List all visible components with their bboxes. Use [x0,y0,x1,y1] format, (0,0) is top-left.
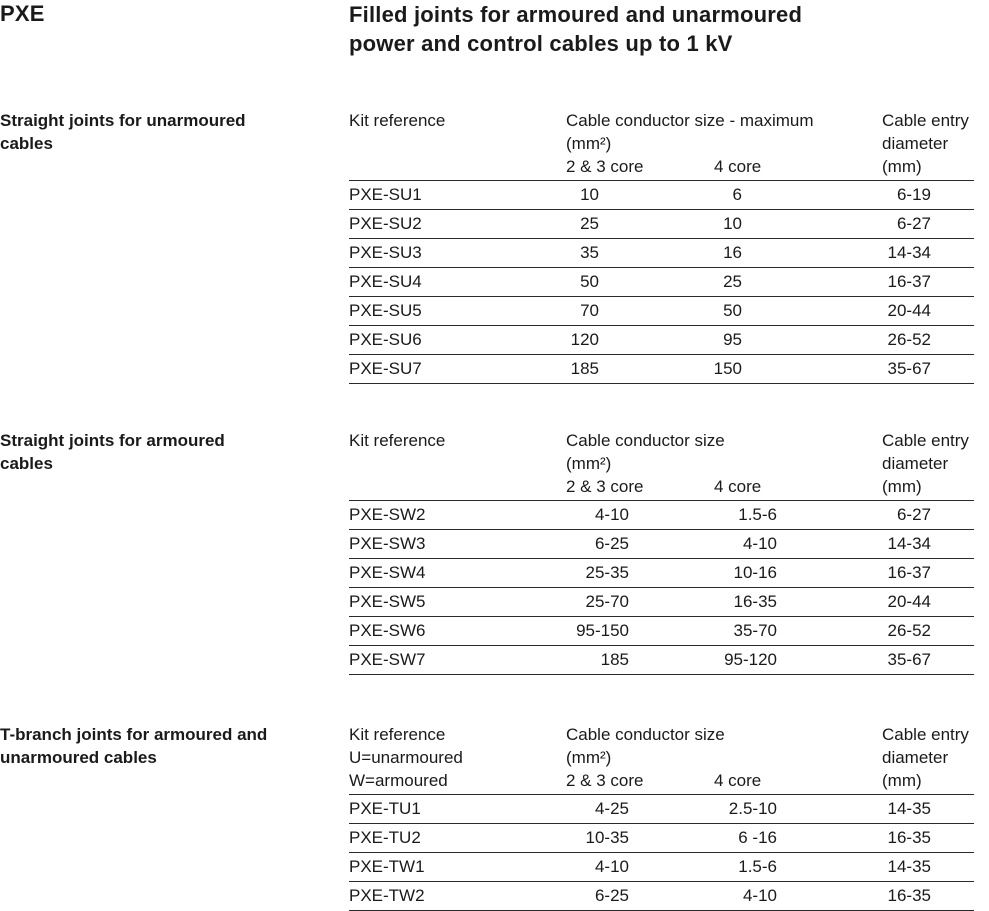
kit-reference-cell: PXE-SU7 [349,359,422,378]
core-4-cell: 10 [723,214,742,233]
entry-diameter-cell: 6-27 [896,214,931,233]
core-4-cell: 2.5-10 [728,799,777,818]
table-row [349,209,974,238]
header-entry-unit: (mm) [882,157,922,176]
header-size-line-1: Cable conductor size [566,431,725,450]
core-23-cell: 95-150 [576,621,629,640]
section-label-line-2: unarmoured cables [0,748,157,767]
section-label-line-1: T-branch joints for armoured and [0,725,268,744]
entry-diameter-cell: 35-67 [887,650,931,669]
section-label-line-2: cables [0,134,53,153]
header-kit-reference [349,109,445,132]
header-entry-unit: (mm) [882,771,922,790]
header-entry-unit: (mm) [882,477,922,496]
core-23-cell: 185 [600,650,629,669]
section-label [0,109,246,155]
kit-reference-cell: PXE-SU4 [349,272,422,291]
header-core-4: 4 core [714,157,762,176]
entry-diameter-cell: 14-34 [887,243,931,262]
header-kit-line-1: Kit reference [349,725,446,744]
core-23-cell: 120 [570,330,599,349]
entry-diameter-cell: 16-37 [887,563,931,582]
header-size-unit: (mm²) [566,454,612,473]
section-label [0,429,225,475]
header-entry-line-2: diameter [882,134,949,153]
header-core-23: 2 & 3 core [566,477,644,496]
core-4-cell: 150 [713,359,742,378]
core-4-cell: 1.5-6 [738,857,777,876]
header-entry-diameter [882,109,969,178]
entry-diameter-cell: 20-44 [887,592,931,611]
header-size-line-1: Cable conductor size [566,725,725,744]
core-4-cell: 35-70 [733,621,777,640]
section-label [0,723,267,769]
table-straight-unarmoured [349,180,974,384]
kit-reference-cell: PXE-SU3 [349,243,422,262]
core-23-cell: 4-10 [594,505,629,524]
kit-reference-cell: PXE-SW3 [349,534,426,553]
header-kit-line-3: W=armoured [349,771,448,790]
table-row [349,180,974,209]
entry-diameter-cell: 14-34 [887,534,931,553]
kit-reference-cell: PXE-SW4 [349,563,426,582]
core-23-cell: 6-25 [594,886,629,905]
core-4-cell: 4-10 [742,534,777,553]
core-4-cell: 25 [723,272,742,291]
header-conductor-size [566,429,725,475]
table-row [349,354,974,384]
table-row [349,881,974,911]
core-4-cell: 16 [723,243,742,262]
table-straight-armoured [349,500,974,675]
header-size-line-1: Cable conductor size - maximum [566,111,814,130]
entry-diameter-cell: 26-52 [887,621,931,640]
table-row [349,794,974,823]
entry-diameter-cell: 20-44 [887,301,931,320]
table-row [349,500,974,529]
core-23-cell: 185 [570,359,599,378]
header-kit-reference [349,723,463,792]
core-4-cell: 95 [723,330,742,349]
header-kit-reference [349,429,445,452]
core-23-cell: 10-35 [585,828,629,847]
core-23-cell: 4-25 [594,799,629,818]
product-code: PXE [0,1,45,26]
core-23-cell: 50 [580,272,599,291]
core-23-cell: 10 [580,185,599,204]
table-row [349,529,974,558]
table-row [349,587,974,616]
core-4-cell: 95-120 [724,650,777,669]
entry-diameter-cell: 16-35 [887,886,931,905]
header-core-4: 4 core [714,771,762,790]
core-4-cell: 6 [732,185,742,204]
header-core-4: 4 core [714,477,762,496]
kit-reference-cell: PXE-TW2 [349,886,425,905]
header-size-unit: (mm²) [566,748,612,767]
core-4-cell: 1.5-6 [738,505,777,524]
table-row [349,645,974,675]
entry-diameter-cell: 14-35 [887,799,931,818]
entry-diameter-cell: 6-19 [896,185,931,204]
core-23-cell: 6-25 [594,534,629,553]
core-4-cell: 6 -16 [738,828,777,847]
kit-reference-cell: PXE-SU2 [349,214,422,233]
table-row [349,238,974,267]
entry-diameter-cell: 14-35 [887,857,931,876]
core-23-cell: 25 [580,214,599,233]
core-23-cell: 25-70 [585,592,629,611]
kit-reference-cell: PXE-SU5 [349,301,422,320]
core-4-cell: 50 [723,301,742,320]
header-entry-line-2: diameter [882,748,949,767]
page-title [349,0,802,58]
kit-reference-cell: PXE-SW6 [349,621,426,640]
section-label-line-2: cables [0,454,53,473]
header-core-23: 2 & 3 core [566,157,644,176]
core-4-cell: 4-10 [742,886,777,905]
header-entry-diameter [882,723,969,792]
kit-reference-cell: PXE-SW7 [349,650,426,669]
entry-diameter-cell: 16-37 [887,272,931,291]
kit-reference-cell: PXE-TW1 [349,857,425,876]
table-t-branch [349,794,974,911]
header-kit-line-1: Kit reference [349,431,446,450]
section-label-line-1: Straight joints for unarmoured [0,111,246,130]
entry-diameter-cell: 6-27 [896,505,931,524]
table-row [349,558,974,587]
header-entry-line-2: diameter [882,454,949,473]
header-conductor-size [566,109,814,155]
kit-reference-cell: PXE-TU2 [349,828,421,847]
kit-reference-cell: PXE-SU6 [349,330,422,349]
header-entry-line-1: Cable entry [882,725,969,744]
core-23-cell: 70 [580,301,599,320]
kit-reference-cell: PXE-SU1 [349,185,422,204]
kit-reference-cell: PXE-TU1 [349,799,421,818]
kit-reference-cell: PXE-SW2 [349,505,426,524]
table-row [349,267,974,296]
core-23-cell: 25-35 [585,563,629,582]
header-entry-diameter [882,429,969,498]
title-line-2: power and control cables up to 1 kV [349,31,733,56]
core-23-cell: 4-10 [594,857,629,876]
entry-diameter-cell: 16-35 [887,828,931,847]
table-row [349,852,974,881]
entry-diameter-cell: 35-67 [887,359,931,378]
core-23-cell: 35 [580,243,599,262]
table-row [349,616,974,645]
header-size-unit: (mm²) [566,134,612,153]
header-entry-line-1: Cable entry [882,111,969,130]
header-entry-line-1: Cable entry [882,431,969,450]
section-label-line-1: Straight joints for armoured [0,431,225,450]
header-kit-line-1: Kit reference [349,111,446,130]
title-line-1: Filled joints for armoured and unarmoured [349,2,803,27]
table-row [349,325,974,354]
header-core-23: 2 & 3 core [566,771,644,790]
core-4-cell: 16-35 [733,592,777,611]
kit-reference-cell: PXE-SW5 [349,592,426,611]
header-kit-line-2: U=unarmoured [349,748,463,767]
table-row [349,296,974,325]
entry-diameter-cell: 26-52 [887,330,931,349]
table-row [349,823,974,852]
core-4-cell: 10-16 [733,563,777,582]
header-conductor-size [566,723,725,769]
